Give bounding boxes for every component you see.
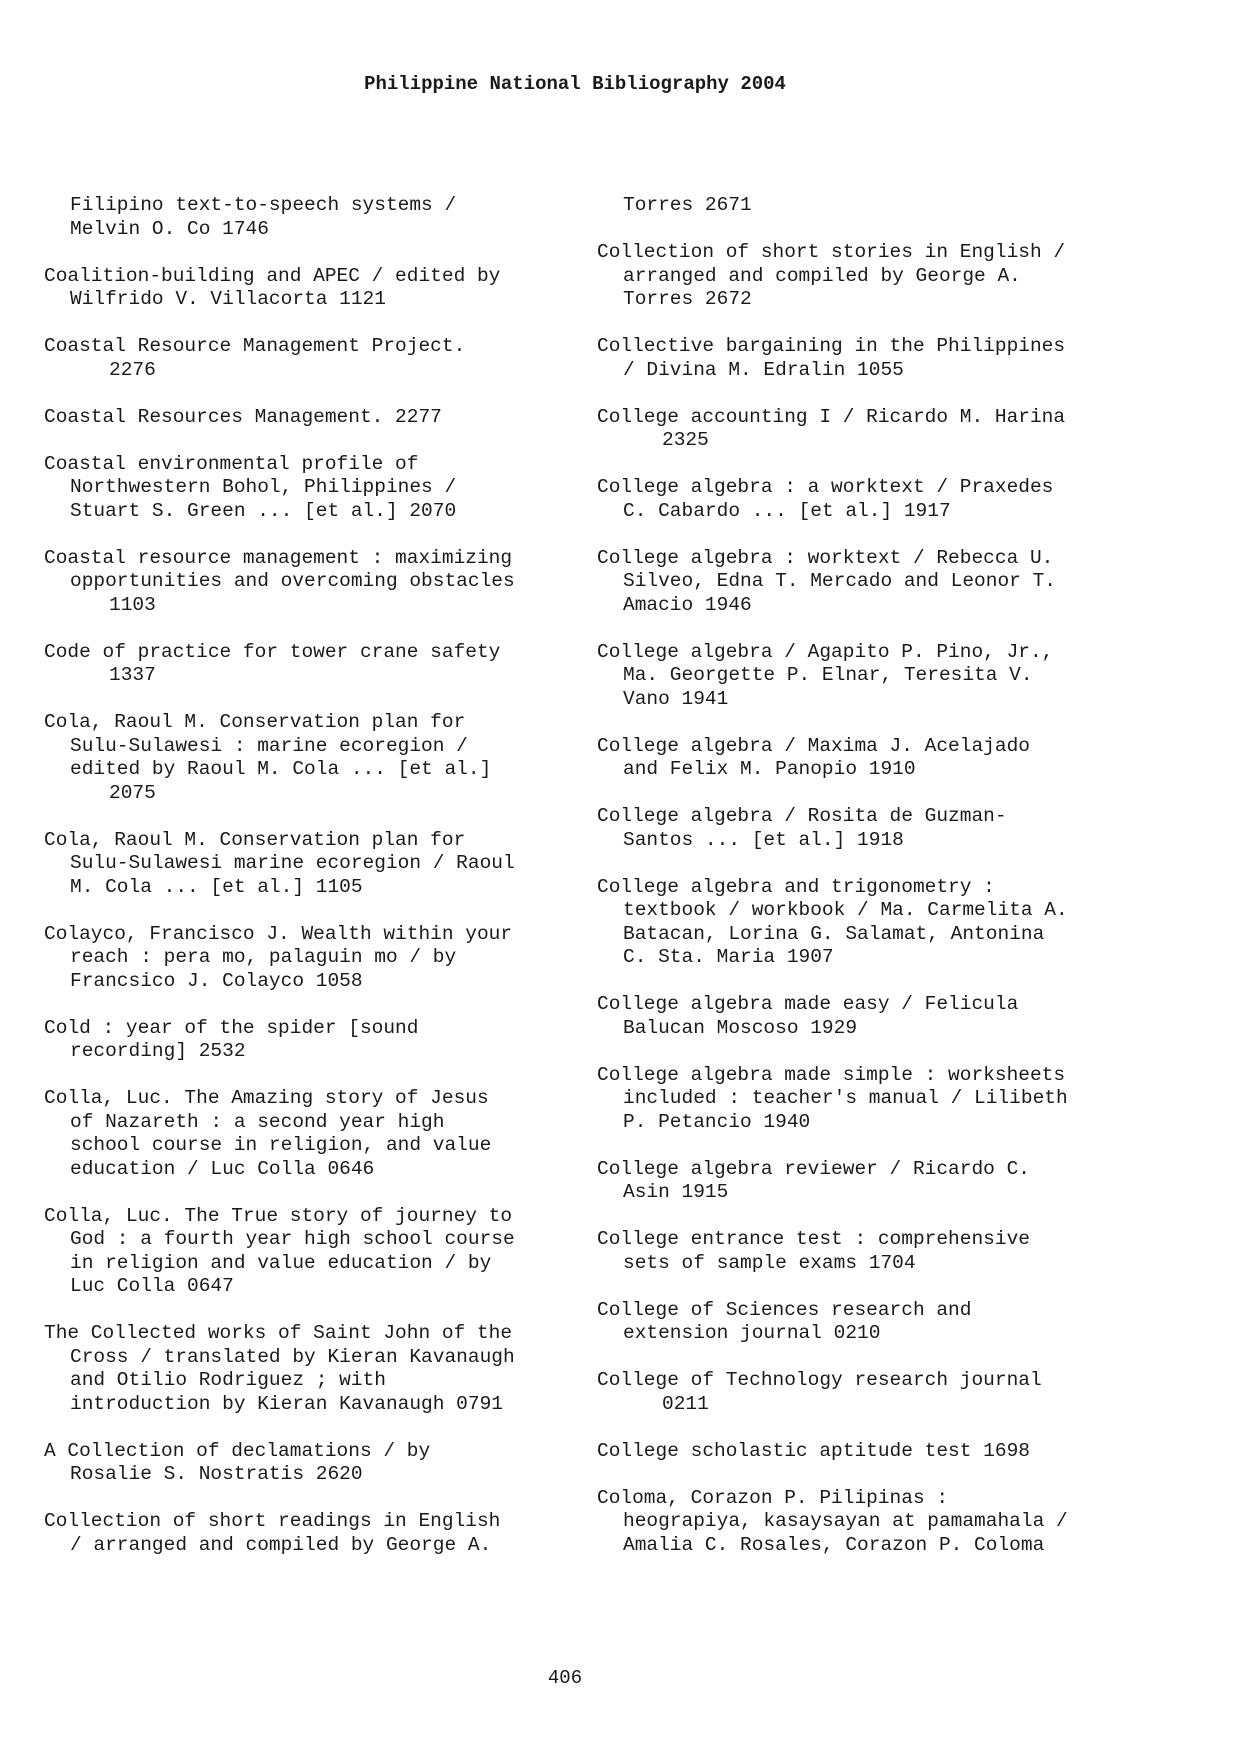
bibliography-entry <box>597 735 1117 782</box>
bibliography-entry <box>597 805 1117 852</box>
entry-line: God : a fourth year high school course <box>70 1228 515 1250</box>
bibliography-entry <box>44 923 564 994</box>
entry-line: College algebra reviewer / Ricardo C. <box>597 1157 1030 1180</box>
entry-line: Luc Colla 0647 <box>70 1275 234 1297</box>
entry-line: Coastal environmental profile of <box>44 452 419 475</box>
bibliography-entry <box>44 1205 564 1299</box>
entry-line: Coalition-building and APEC / edited by <box>44 264 501 287</box>
entry-line: College algebra and trigonometry : <box>597 875 995 898</box>
entry-line: Coloma, Corazon P. Pilipinas : <box>597 1486 949 1509</box>
bibliography-entry <box>44 1510 564 1557</box>
entry-line: sets of sample exams 1704 <box>623 1251 916 1274</box>
bibliography-entry <box>44 711 564 805</box>
bibliography-entry <box>597 1487 1117 1558</box>
bibliography-entry <box>597 876 1117 970</box>
entry-line: Stuart S. Green ... [et al.] 2070 <box>70 499 457 522</box>
entry-line: opportunities and overcoming obstacles <box>70 570 515 592</box>
entry-line: heograpiya, kasaysayan at pamamahala / <box>623 1510 1068 1532</box>
entry-line: Coastal resource management : maximizing <box>44 546 513 569</box>
entry-line: A Collection of declamations / by <box>44 1439 431 1462</box>
entry-line: and Otilio Rodriguez ; with <box>70 1369 386 1391</box>
entry-line: Colla, Luc. The Amazing story of Jesus <box>44 1087 489 1109</box>
entry-line: included : teacher's manual / Lilibeth <box>623 1087 1068 1109</box>
bibliography-entry <box>597 993 1117 1040</box>
entry-line: College scholastic aptitude test 1698 <box>597 1439 1030 1462</box>
entry-line: / arranged and compiled by George A. <box>70 1533 492 1556</box>
bibliography-entry <box>44 829 564 900</box>
bibliography-entry <box>597 1064 1117 1135</box>
bibliography-entry <box>597 1369 1117 1416</box>
entry-line: Collection of short stories in English / <box>597 241 1066 263</box>
entry-line: Cola, Raoul M. Conservation plan for <box>44 711 466 733</box>
entry-line: College accounting I / Ricardo M. Harina <box>597 405 1066 428</box>
entry-line: Colla, Luc. The True story of journey to <box>44 1204 513 1227</box>
entry-line: The Collected works of Saint John of the <box>44 1322 513 1344</box>
entry-line: College algebra : a worktext / Praxedes <box>597 476 1054 498</box>
entry-line: recording] 2532 <box>70 1040 246 1062</box>
left-column <box>44 194 564 1581</box>
bibliography-entry <box>44 547 564 618</box>
bibliography-entry <box>44 1087 564 1181</box>
entry-line: Ma. Georgette P. Elnar, Teresita V. <box>623 664 1033 686</box>
entry-line: extension journal 0210 <box>623 1322 881 1344</box>
entry-line: Balucan Moscoso 1929 <box>623 1016 858 1039</box>
entry-line: C. Sta. Maria 1907 <box>623 946 834 968</box>
entry-line: College of Technology research journal <box>597 1369 1042 1391</box>
entry-line: Batacan, Lorina G. Salamat, Antonina <box>623 922 1045 945</box>
bibliography-entry <box>597 641 1117 712</box>
bibliography-entry <box>597 1228 1117 1275</box>
bibliography-entry <box>44 265 564 312</box>
entry-line: and Felix M. Panopio 1910 <box>623 758 916 780</box>
bibliography-entry <box>597 406 1117 453</box>
entry-line: College entrance test : comprehensive <box>597 1228 1030 1250</box>
entry-line: Asin 1915 <box>623 1181 729 1203</box>
bibliography-entry <box>597 241 1117 312</box>
bibliography-entry <box>44 453 564 524</box>
bibliography-entry <box>597 1299 1117 1346</box>
entry-line: Wilfrido V. Villacorta 1121 <box>70 288 386 310</box>
entry-line: Torres 2671 <box>623 194 752 216</box>
entry-line: 1103 <box>109 593 156 616</box>
entry-line: Cold : year of the spider [sound <box>44 1016 419 1039</box>
entry-line: Northwestern Bohol, Philippines / <box>70 476 457 498</box>
entry-line: arranged and compiled by George A. <box>623 264 1021 287</box>
entry-line: school course in religion, and value <box>70 1134 492 1156</box>
entry-line: College algebra made easy / Felicula <box>597 993 1019 1015</box>
bibliography-entry <box>597 1158 1117 1205</box>
entry-line: introduction by Kieran Kavanaugh 0791 <box>70 1392 503 1415</box>
entry-line: edited by Raoul M. Cola ... [et al.] <box>70 758 492 780</box>
bibliography-entry <box>597 335 1117 382</box>
right-column <box>597 194 1117 1581</box>
entry-line: Filipino text-to-speech systems / <box>70 194 457 216</box>
bibliography-entry <box>597 194 1117 218</box>
entry-line: Vano 1941 <box>623 687 729 710</box>
entry-line: College algebra : worktext / Rebecca U. <box>597 546 1054 569</box>
entry-line: Cola, Raoul M. Conservation plan for <box>44 828 466 851</box>
entry-line: College algebra made simple : worksheets <box>597 1063 1066 1086</box>
entry-line: College algebra / Maxima J. Acelajado <box>597 734 1030 757</box>
entry-line: reach : pera mo, palaguin mo / by <box>70 946 457 968</box>
entry-line: Amacio 1946 <box>623 593 752 616</box>
bibliography-entry <box>597 476 1117 523</box>
entry-line: Sulu-Sulawesi : marine ecoregion / <box>70 734 468 757</box>
bibliography-entry <box>44 406 564 430</box>
page-number: 406 <box>547 1667 583 1689</box>
entry-line: C. Cabardo ... [et al.] 1917 <box>623 499 951 522</box>
entry-line: College of Sciences research and <box>597 1298 972 1321</box>
bibliography-entry <box>44 335 564 382</box>
entry-line: 2075 <box>109 781 156 804</box>
entry-line: / Divina M. Edralin 1055 <box>623 358 904 381</box>
entry-line: Colayco, Francisco J. Wealth within your <box>44 922 513 945</box>
entry-line: Torres 2672 <box>623 288 752 310</box>
entry-line: Santos ... [et al.] 1918 <box>623 828 904 851</box>
entry-line: P. Petancio 1940 <box>623 1110 811 1133</box>
entry-line: Silveo, Edna T. Mercado and Leonor T. <box>623 570 1056 592</box>
bibliography-entry <box>44 641 564 688</box>
entry-line: Francsico J. Colayco 1058 <box>70 969 363 992</box>
entry-line: of Nazareth : a second year high <box>70 1110 445 1133</box>
entry-line: 0211 <box>662 1392 709 1415</box>
entry-line: Collective bargaining in the Philippines <box>597 335 1066 357</box>
entry-line: College algebra / Agapito P. Pino, Jr., <box>597 640 1054 663</box>
entry-line: education / Luc Colla 0646 <box>70 1157 375 1180</box>
entry-line: M. Cola ... [et al.] 1105 <box>70 875 363 898</box>
bibliography-entry <box>597 547 1117 618</box>
bibliography-entry <box>44 1440 564 1487</box>
entry-line: Sulu-Sulawesi marine ecoregion / Raoul <box>70 852 515 874</box>
entry-line: Code of practice for tower crane safety <box>44 640 501 663</box>
entry-line: 2325 <box>662 429 709 451</box>
bibliography-entry <box>44 1017 564 1064</box>
entry-line: 1337 <box>109 664 156 686</box>
bibliography-entry <box>597 1440 1117 1464</box>
entry-line: Amalia C. Rosales, Corazon P. Coloma <box>623 1533 1045 1556</box>
entry-line: Coastal Resources Management. 2277 <box>44 405 442 428</box>
entry-line: Collection of short readings in English <box>44 1510 501 1532</box>
bibliography-entry <box>44 1322 564 1416</box>
page-title: Philippine National Bibliography 2004 <box>364 73 786 95</box>
entry-line: 2276 <box>109 358 156 381</box>
bibliography-entry <box>44 194 564 241</box>
entry-line: Coastal Resource Management Project. <box>44 335 466 357</box>
entry-line: Cross / translated by Kieran Kavanaugh <box>70 1345 515 1368</box>
entry-line: in religion and value education / by <box>70 1251 492 1274</box>
entry-line: Rosalie S. Nostratis 2620 <box>70 1463 363 1485</box>
entry-line: textbook / workbook / Ma. Carmelita A. <box>623 899 1068 921</box>
entry-line: College algebra / Rosita de Guzman- <box>597 805 1007 827</box>
entry-line: Melvin O. Co 1746 <box>70 217 269 240</box>
